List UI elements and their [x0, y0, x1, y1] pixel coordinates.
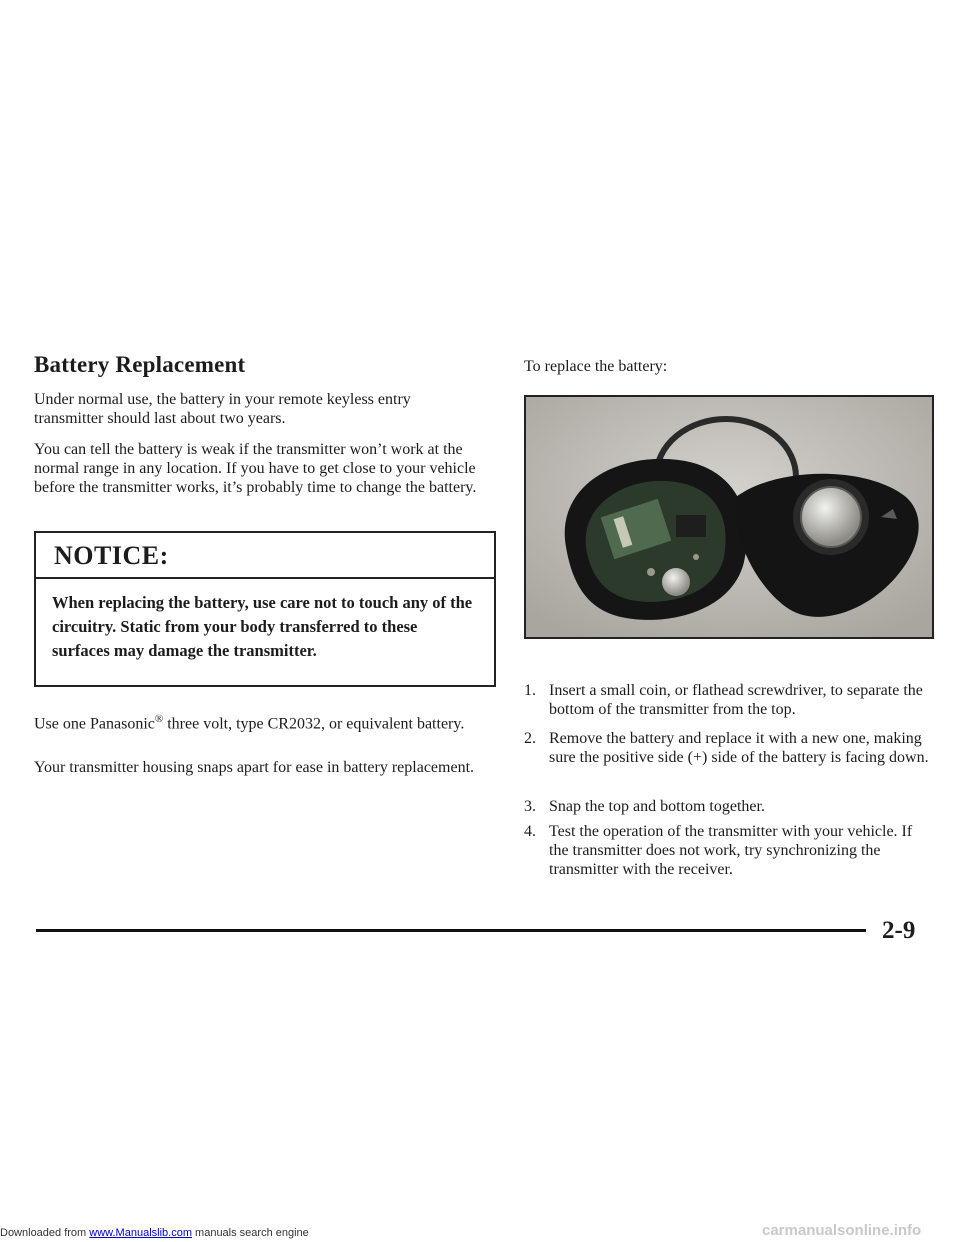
step-3 — [524, 797, 934, 816]
page-number: 2-9 — [882, 917, 916, 944]
section-title: Battery Replacement — [34, 352, 246, 377]
battery-type-prefix: Use one Panasonic — [34, 715, 155, 733]
paragraph-housing: Your transmitter housing snaps apart for ease in battery replacement. — [34, 759, 475, 776]
notice-title: NOTICE: — [36, 533, 494, 579]
step-text: Test the operation of the transmitter with your vehicle. If the transmitter does not work, try synchronizing the transmitter with the receiver. — [549, 823, 913, 878]
registered-mark: ® — [154, 713, 164, 725]
step-number: 4. — [524, 823, 536, 840]
step-number: 3. — [524, 798, 536, 815]
step-number: 2. — [524, 730, 536, 747]
step-text: Insert a small coin, or flathead screwdriver, to separate the bottom of the transmitter from the top. — [549, 682, 923, 718]
step-1 — [524, 681, 934, 719]
step-number: 1. — [524, 682, 536, 699]
download-footer — [0, 1227, 309, 1239]
step-2 — [524, 729, 934, 767]
notice-body: When replacing the battery, use care not to touch any of the circuitry. Static from your body transferred to these surfaces may damage the transmitter. — [52, 593, 473, 660]
step-text: Remove the battery and replace it with a new one, making sure the positive side (+) side of the battery is facing down. — [549, 730, 929, 766]
watermark: carmanualsonline.info — [762, 1222, 922, 1239]
paragraph-weak-battery: You can tell the battery is weak if the transmitter won’t work at the normal range in any location. If you have to get close to your vehicle before the transmitter works, it’s probably time to change the battery. — [34, 441, 477, 496]
footer-suffix: manuals search engine — [191, 1227, 309, 1239]
manualslib-link[interactable]: www.Manualslib.com — [89, 1227, 192, 1239]
transmitter-photo — [524, 395, 934, 639]
paragraph-battery-life: Under normal use, the battery in your remote keyless entry transmitter should last about two years. — [34, 391, 411, 427]
step-4 — [524, 822, 934, 879]
step-text: Snap the top and bottom together. — [549, 798, 765, 815]
steps-intro: To replace the battery: — [524, 358, 668, 375]
footer-prefix: Downloaded from — [0, 1227, 90, 1239]
footer-rule — [36, 929, 866, 932]
paragraph-battery-type — [34, 710, 484, 733]
battery-type-suffix: three volt, type CR2032, or equivalent battery. — [163, 715, 465, 733]
notice-box — [34, 531, 496, 687]
